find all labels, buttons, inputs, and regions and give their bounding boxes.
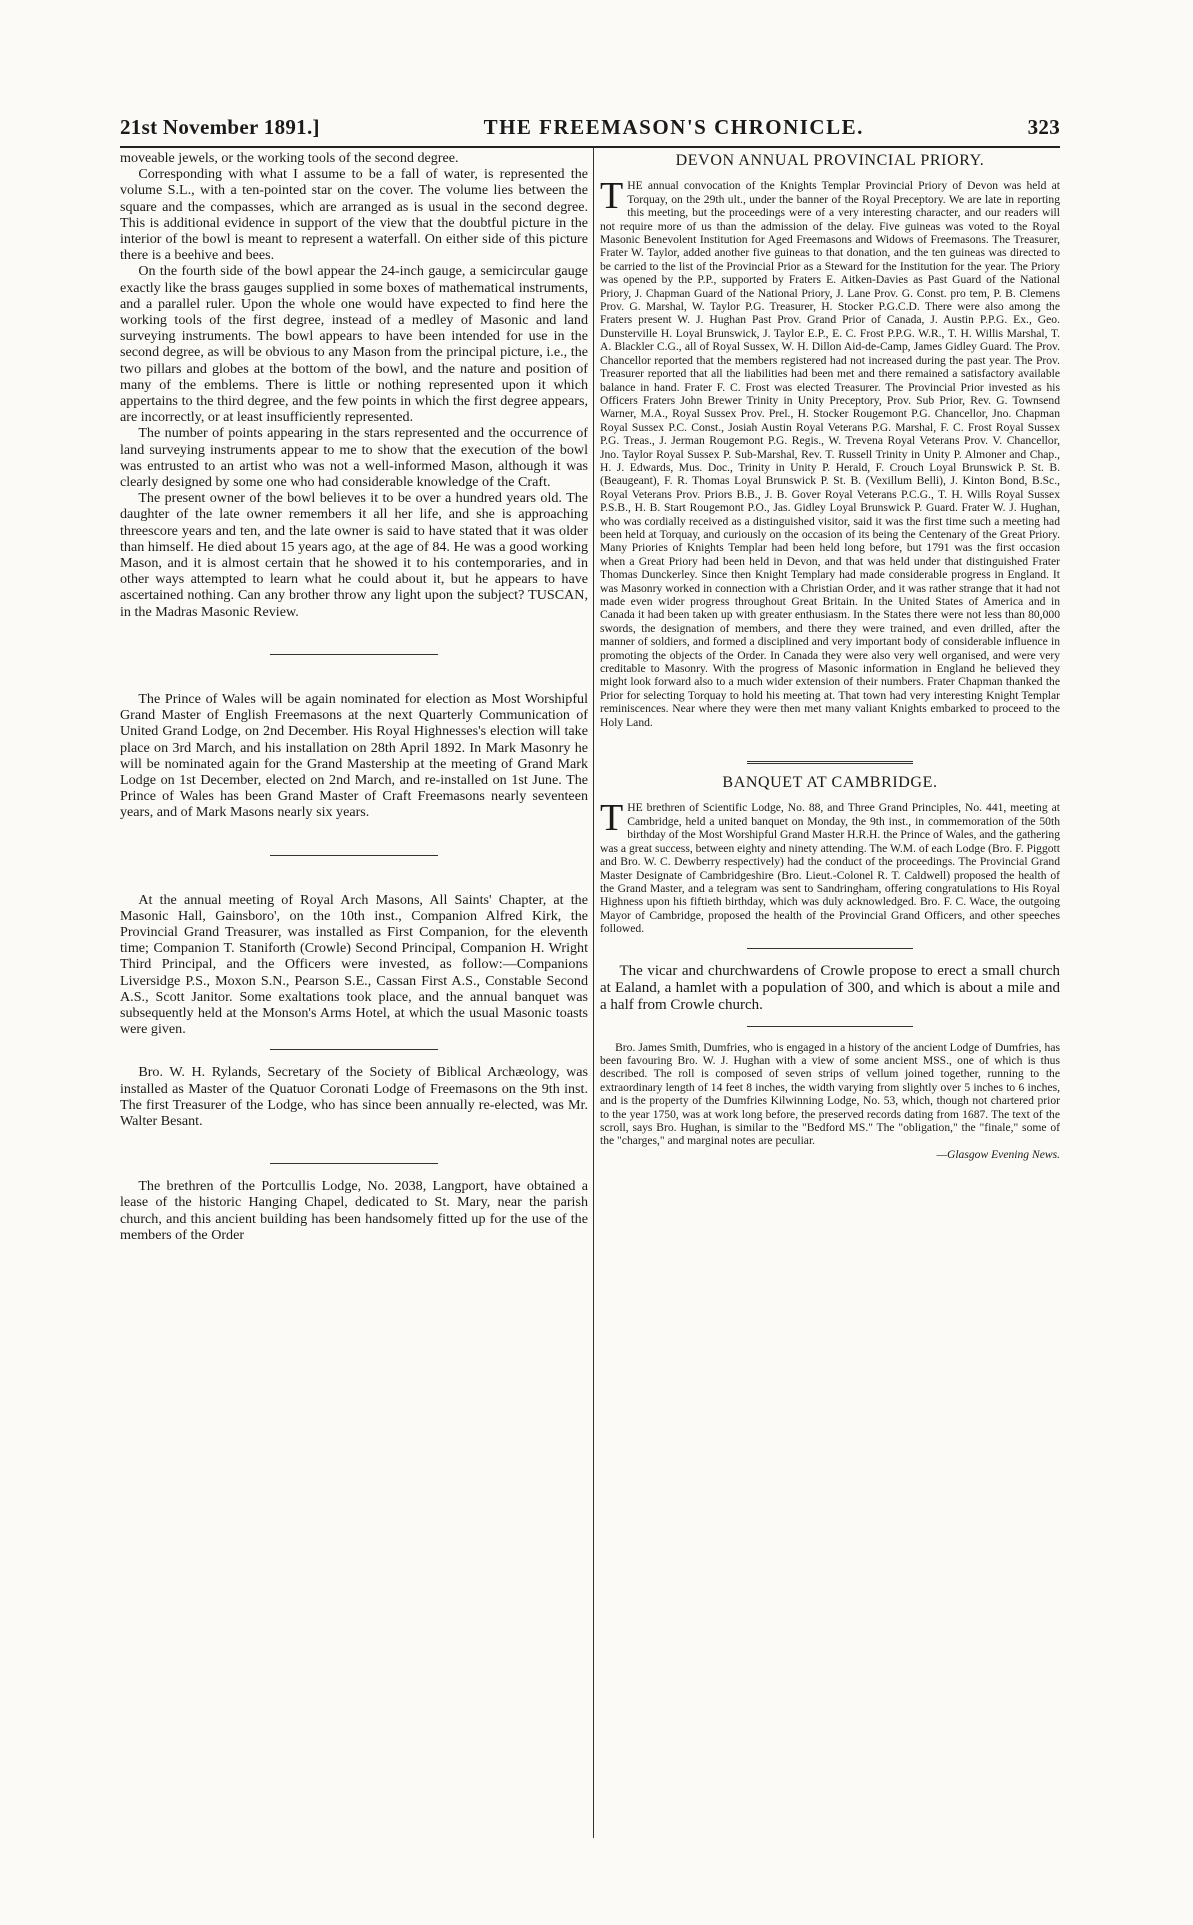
section-rule	[747, 948, 913, 949]
devon-article-text: HE annual convocation of the Knights Templar Provincial Priory of Devon was held at Torquay, on the 29th ult., under the banner of the Royal Preceptory. We are late in reporting this meeting, but the proceedings were of a very interesting character, and our readers will not require more of us than the admission of the delay. Five guineas was voted to the Royal Masonic Benevolent Institution for Aged Freemasons and Widows of Freemasons. The Treasurer, Frater W. Taylor, added another five guineas to that donation, and the ten guineas was directed to be carried to the list of the Provincial Prior as a Steward for the Institution for the year. The Priory was opened by the P.P., supported by Fraters E. Aitken-Davies as Past Guard of the National Priory, J. Chapman Guard of the National Priory, J. Lane Prov. G. Const. pro tem, P. B. Clemens Prov. G. Marshal, W. Taylor P.G. Treasurer, H. Stocker P.G.C.D. There were also among the Fraters present W. J. Hughan Past Prov. Grand Prior of Canada, J. Austin P.P.G. Ex., Geo. Dunsterville H. Loyal Brunswick, J. Taylor E.P., E. C. Frost P.P.G. W.R., T. H. Willis Marshal, T. A. Blackler C.G., all of Royal Sussex, W. H. Dillon Aid-de-Camp, James Gidley Guard. The Prov. Chancellor reported that the members registered had not increased during the past year. The Prov. Treasurer reported that all the liabilities had been met and there remained a satisfactory available balance in hand. Frater F. C. Frost was elected Treasurer. The Provincial Prior invested as his Officers Fraters John Brewer Trinity in Unity Preceptory, Prov. Sub Prior, Rev. G. Townsend Warner, M.A., Royal Sussex Prov. Prel., H. Stocker Rougemont P.G. Chancellor, Jno. Chapman Royal Sussex P.C. Const., Josiah Austin Royal Veterans P.G. Marshal, F. C. Frost Royal Sussex P.G. Treas., J. Jerman Rougemont P.G. Regis., W. Trevena Royal Veterans Prov. V. Chancellor, Jno. Taylor Royal Sussex P. Sub-Marshal, Rev. T. Russell Trinity in Unity P. Almoner and Chap., H. J. Edwards, Mus. Doc., Trinity in Unity P. Herald, F. Crouch Loyal Brunswick P. St. B. (Beaugeant), F. R. Thomas Loyal Brunswick P. St. B. (Vexillum Belli), J. Kinton Bond, B.Sc., Royal Veterans Prov. Priors B.B., J. B. Gover Royal Veterans P.C.G., T. H. Wills Royal Sussex P.S.B., H. B. Start Rougemont P.O., Jas. Gidley Loyal Brunswick P. Guard. Frater W. J. Hughan, who was cordially received as a distinguished visitor, said it was the first time such a meeting had been held at Torquay, and curiously on the occasion of its being the Centenary of the Great Priory. Many Priories of Knights Templar had been held long before, but 1791 was the first occasion when a Great Priory had been held in Devon, and that was held under that distinguished Frater Thomas Dunckerley. Since then Knight Templary had made considerable progress in England. It was Masonry worked in connection with a Christian Order, and it was rather strange that it had not made even wider progress throughout Great Britain. In the United States of America and in Canada it had been taken up with greater enthusiasm. In the States there were not less than 80,000 swords, the designation of members, and there they were trained, and even drilled, after the manner of soldiers, and formed a disciplined and very important body of considerable influence in promoting the objects of the Order. In Canada they were also very well organised, and were very creditable to Masonry. With the progress of Masonic information in England he believed they might look forward also to a much wider extension of their numbers. Frater Chapman thanked the Prior for selecting Torquay to hold his meeting at. That town had very interesting Knight Templar reminiscences. Near where they were then met many valiant Knights embarked to proceed to the Holy Land.	[600, 179, 1060, 729]
section-rule	[747, 761, 913, 764]
devon-heading: DEVON ANNUAL PROVINCIAL PRIORY.	[675, 152, 985, 169]
section-rule	[270, 855, 438, 856]
issue-date: 21st November 1891.]	[120, 115, 320, 139]
banquet-drop-cap: T	[600, 797, 624, 840]
bowl-article-para-2: Corresponding with what I assume to be a fall of water, is represented the volume S.L., with a ten-pointed star on the cover. The volume lies between the square and the compasses, which are arranged as is usual in the second degree. This is additional evidence in support of the view that the doubtful picture in the interior of the bowl is meant to represent a waterfall. On either side of this picture there is a beehive and bees.	[120, 166, 588, 264]
masthead	[120, 100, 1060, 148]
section-rule	[270, 654, 438, 655]
left-column	[120, 150, 588, 1850]
section-rule	[270, 1163, 438, 1164]
section-rule	[270, 1049, 438, 1050]
bowl-article-continued: moveable jewels, or the working tools of the second degree.	[120, 150, 459, 166]
portcullis-note: The brethren of the Portcullis Lodge, No. 2038, Langport, have obtained a lease of the historic Hanging Chapel, dedicated to St. Mary, near the parish church, and this ancient building has been handsomely fitted up for the use of the members of the Order	[120, 1178, 588, 1243]
devon-article	[600, 175, 1060, 729]
prince-of-wales-note: The Prince of Wales will be again nominated for election as Most Worshipful Grand Master of English Freemasons at the next Quarterly Communication of United Grand Lodge, on 2nd December. His Royal Highnesses's election will take place on 3rd March, and his installation on 28th April 1892. In Mark Masonry he will be nominated again for the Grand Mastership at the meeting of Grand Mark Lodge on 1st December, elected on 2nd March, and re-installed on 1st June. The Prince of Wales has been Grand Master of Craft Freemasons nearly seventeen years, and of Mark Masons nearly six years.	[120, 690, 588, 821]
devon-drop-cap: T	[600, 175, 624, 218]
dumfries-note: Bro. James Smith, Dumfries, who is engaged in a history of the ancient Lodge of Dumfries, has been favouring Bro. W. J. Hughan with a view of some ancient MSS., one of which is thus described. The roll is composed of seven strips of vellum joined together, running to the extraordinary length of 14 feet 8 inches, the width varying from slightly over 5 inches to 6 inches, and is the property of the Dumfries Kilwinning Lodge, No. 53, which, though not chartered prior to the year 1750, was at work long before, the preserved records dating from 1687. The text of the scroll, says Bro. Hughan, is similar to the "Bedford MS." The "obligation," the "finale," some of the "charges," and marginal notes are peculiar.	[600, 1040, 1060, 1148]
bowl-article-para-4: The number of points appearing in the stars represented and the occurrence of land surveying instruments appear to me to show that the execution of the bowl was entrusted to an artist who was not a well-informed Mason, although it was clearly designed by some one who had considerable knowledge of the Craft.	[120, 425, 588, 491]
banquet-heading: BANQUET AT CAMBRIDGE.	[722, 774, 938, 792]
banquet-article	[600, 797, 1060, 936]
bowl-article-para-5: The present owner of the bowl believes it to be over a hundred years old. The daughter of the late owner remembers it all her life, and she is approaching threescore years and ten, and the late owner is said to have stated that it was older than himself. He died about 15 years ago, at the age of 84. He was a good working Mason, and it is almost certain that he showed it to his contemporaries, and in other ways attempted to learn what he could about it, but he appears to have ascertained nothing. Can any brother throw any light upon the subject? TUSCAN, in the Madras Masonic Review.	[120, 490, 588, 620]
crowle-note: The vicar and churchwardens of Crowle propose to erect a small church at Ealand, a hamlet with a population of 300, and which is about a mile and a half from Crowle church.	[600, 962, 1060, 1013]
page-number: 323	[1027, 115, 1060, 139]
rylands-note: Bro. W. H. Rylands, Secretary of the Society of Biblical Archæology, was installed as Master of the Quatuor Coronati Lodge of Freemasons on the 9th inst. The first Treasurer of the Lodge, who has since been annually re-elected, was Mr. Walter Besant.	[120, 1064, 588, 1129]
section-rule	[747, 1026, 913, 1027]
banquet-article-text: HE brethren of Scientific Lodge, No. 88, and Three Grand Principles, No. 441, meeting at Cambridge, held a united banquet on Monday, the 9th inst., in commemoration of the 50th birthday of the Most Worshipful Grand Master H.R.H. the Prince of Wales, and the gathering was a great success, between eighty and ninety attending. The W.M. of each Lodge (Bro. F. Piggott and Bro. W. C. Dewberry respectively) had the conduct of the proceedings. The Provincial Grand Master Designate of Cambridgeshire (Bro. Lieut.-Colonel R. T. Caldwell) proposed the health of the Grand Master, and a telegram was sent to Sandringham, offering congratulations to His Royal Highness upon his fiftieth birthday, which was duly acknowledged. Bro. F. C. Wace, the outgoing Mayor of Cambridge, proposed the health of the Provincial Grand Officers, and other speeches followed.	[600, 801, 1060, 936]
column-divider	[593, 148, 594, 1838]
bowl-article-para-3: On the fourth side of the bowl appear the 24-inch gauge, a semicircular gauge exactly like the brass gauges supplied in some boxes of mathematical instruments, and a parallel ruler. Upon the whole one would have expected to find here the working tools of the first degree, instead of a medley of Masonic and land surveying instruments. The bowl appears to have been intended for use in the second degree, as will be obvious to any Mason from the principal picture, i.e., the two pillars and globes at the bottom of the bowl, and the nature and position of many of the emblems. There is little or nothing represented upon it which appertains to the third degree, and the few points in which the first degree appears, are incorrectly, or at least insufficiently represented.	[120, 263, 588, 426]
dumfries-source: —Glasgow Evening News.	[936, 1147, 1060, 1161]
right-column	[600, 150, 1060, 1850]
publication-title: THE FREEMASON'S CHRONICLE.	[483, 115, 864, 139]
royal-arch-note: At the annual meeting of Royal Arch Masons, All Saints' Chapter, at the Masonic Hall, Gainsboro', on the 10th inst., Companion Alfred Kirk, the Provincial Grand Treasurer, was installed as First Companion, for the eleventh time; Companion T. Staniforth (Crowle) Second Principal, Companion H. Wright Third Principal, and the Officers were invested, as follow:—Companions Liversidge P.S., Moxon S.N., Pearson S.E., Cassan First A.S., Constable Second A.S., Scott Janitor. Some exaltations took place, and the annual banquet was subsequently held at the Monson's Arms Hotel, at which the usual Masonic toasts were given.	[120, 891, 588, 1038]
